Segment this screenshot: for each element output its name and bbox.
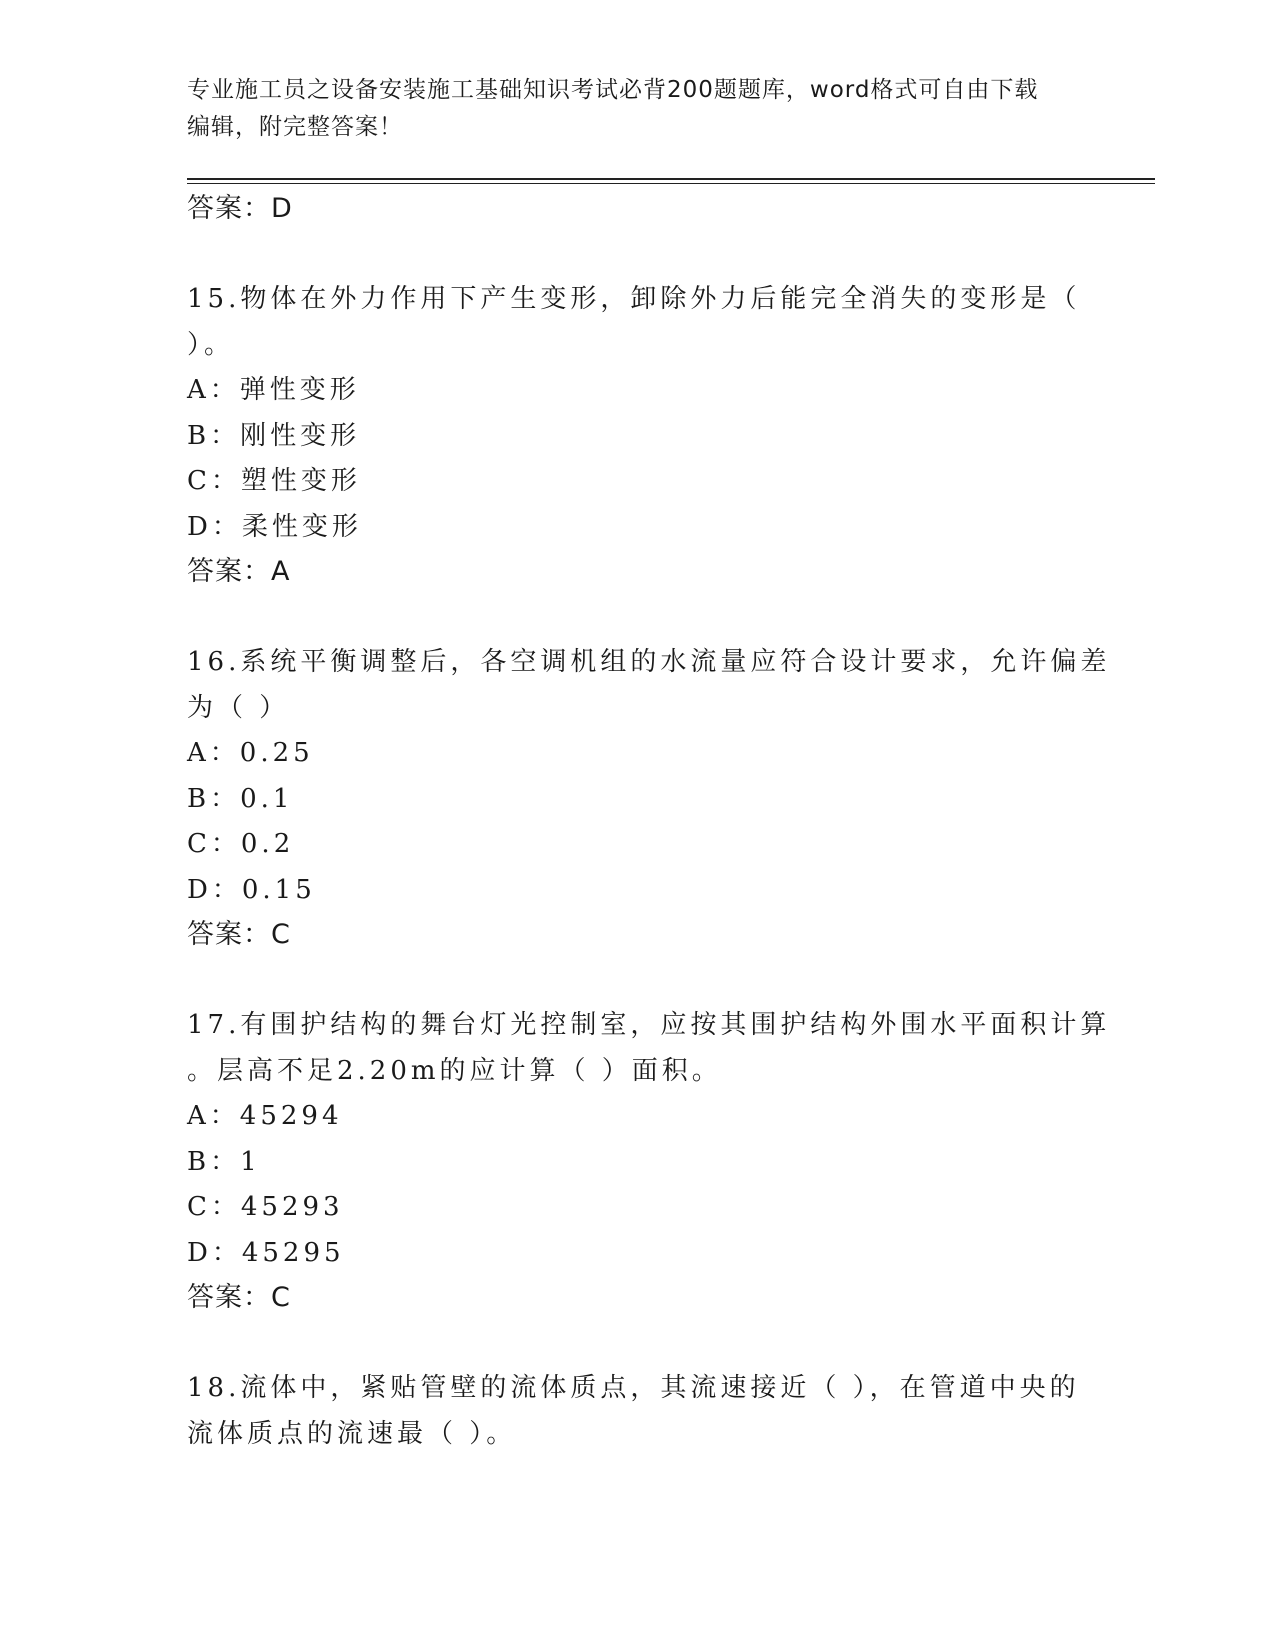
spacer (187, 594, 1087, 640)
question-15 (187, 277, 1087, 594)
question-18 (187, 1366, 1087, 1457)
option-b: B：0.1 (187, 783, 294, 814)
option-d: D：柔性变形 (187, 511, 362, 542)
option-c: C：塑性变形 (187, 466, 361, 496)
header-line-1: 专业施工员之设备安装施工基础知识考试必背200题题库，word格式可自由下载 (187, 77, 1039, 103)
previous-answer: 答案：D (187, 193, 293, 224)
question-text-line: 流体质点的流速最（ ）。 (187, 1418, 517, 1449)
question-17 (187, 1003, 1111, 1320)
option-a: A：45294 (187, 1101, 343, 1131)
question-text-line: 。层高不足2.20m的应计算（ ）面积。 (187, 1055, 722, 1086)
option-d: D：45295 (187, 1237, 345, 1268)
header-line-2: 编辑，附完整答案！ (187, 114, 403, 140)
header-rule-top (187, 178, 1155, 180)
option-a: A：0.25 (187, 738, 314, 768)
header-rule-bottom (187, 183, 1155, 184)
answer: 答案：C (187, 919, 291, 950)
spacer (187, 1320, 1087, 1366)
question-16 (187, 640, 1111, 957)
answer: 答案：A (187, 556, 291, 587)
option-b: B：刚性变形 (187, 420, 361, 451)
option-a: A：弹性变形 (187, 375, 360, 405)
question-list (187, 187, 1111, 1457)
question-text-line: 15.物体在外力作用下产生变形，卸除外力后能完全消失的变形是（ (187, 284, 1081, 314)
spacer (187, 231, 1087, 277)
spacer (187, 957, 1087, 1003)
document-header (187, 72, 1087, 146)
question-text-line: ）。 (187, 329, 235, 360)
option-c: C：0.2 (187, 829, 295, 859)
question-text-line: 16.系统平衡调整后，各空调机组的水流量应符合设计要求，允许偏差 (187, 647, 1111, 677)
option-d: D：0.15 (187, 874, 316, 905)
question-text-line: 18.流体中，紧贴管壁的流体质点，其流速接近（ ），在管道中央的 (187, 1373, 1080, 1403)
question-text-line: 为（ ） (187, 692, 290, 723)
answer: 答案：C (187, 1282, 291, 1313)
question-text-line: 17.有围护结构的舞台灯光控制室，应按其围护结构外围水平面积计算 (187, 1010, 1111, 1040)
option-c: C：45293 (187, 1192, 344, 1222)
option-b: B：1 (187, 1146, 261, 1177)
